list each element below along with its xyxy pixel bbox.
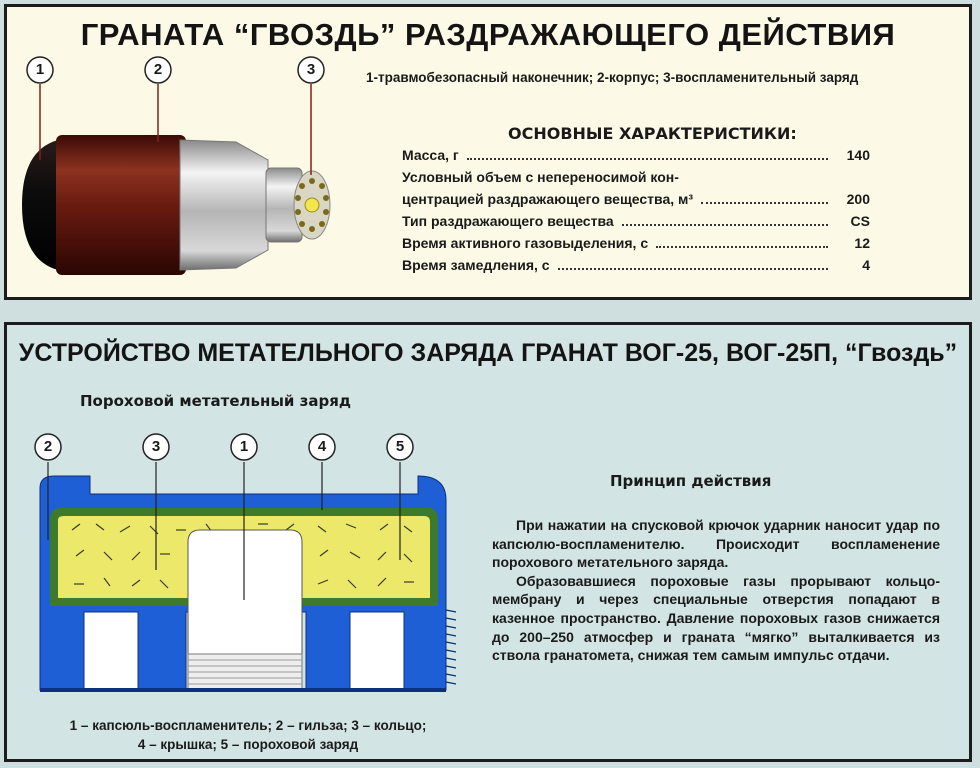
callout-3: 3: [306, 61, 316, 78]
spec-value: 12: [854, 235, 870, 251]
spec-value: 140: [846, 147, 870, 163]
spec-label: Условный объем с непереносимой кон-: [402, 169, 679, 185]
callout-2: 2: [153, 61, 163, 78]
grenade-title: ГРАНАТА “ГВОЗДЬ” РАЗДРАЖАЮЩЕГО ДЕЙСТВИЯ: [80, 17, 896, 52]
spec-value: 200: [846, 191, 870, 207]
principle-text: [492, 516, 940, 665]
diagram-legend-line: 4 – крышка; 5 – пороховой заряд: [137, 737, 359, 752]
principle-heading: Принцип действия: [610, 472, 772, 490]
diagram-heading: Пороховой метательный заряд: [80, 392, 351, 410]
diagram-callout-5: 5: [395, 438, 405, 455]
principle-paragraph: При нажатии на спусковой крючок ударник наносит удар по капсюлю-воспламенителю. Происходит воспламенение порохового метательного заряда.: [492, 517, 940, 571]
spec-value: 4: [862, 257, 870, 273]
diagram-legend-line: 1 – капсюль-воспламенитель; 2 – гильза; 3 – кольцо;: [69, 718, 427, 733]
diagram-callout-4: 4: [317, 438, 327, 455]
spec-label: Время замедления, с: [402, 257, 550, 273]
spec-label: Масса, г: [402, 147, 459, 163]
charge-title: УСТРОЙСТВО МЕТАТЕЛЬНОГО ЗАРЯДА ГРАНАТ ВОГ-25, ВОГ-25П, “Гвоздь”: [18, 339, 958, 367]
principle-paragraph: Образовавшиеся пороховые газы прорывают кольцо-мембрану и через специальные отверстия попадают в казенное пространство. Давление пороховых газов снижается до 200–250 атмосфер и граната “мягко” выталкивается из ствола гранатомета, снижая тем самым импульс отдачи.: [492, 572, 940, 664]
spec-value: CS: [850, 213, 870, 229]
specs-heading: ОСНОВНЫЕ ХАРАКТЕРИСТИКИ:: [508, 124, 797, 143]
diagram-callout-2: 2: [43, 438, 53, 455]
spec-label: центрацией раздражающего вещества, м³: [402, 191, 694, 207]
diagram-legend: [18, 716, 478, 754]
callout-1: 1: [35, 61, 45, 78]
spec-label: Тип раздражающего вещества: [402, 213, 614, 229]
grenade-legend: 1-травмобезопасный наконечник; 2-корпус; 3-воспламенительный заряд: [366, 70, 859, 85]
spec-label: Время активного газовыделения, с: [402, 235, 649, 251]
diagram-callout-1: 1: [239, 438, 249, 455]
diagram-callout-3: 3: [151, 438, 161, 455]
